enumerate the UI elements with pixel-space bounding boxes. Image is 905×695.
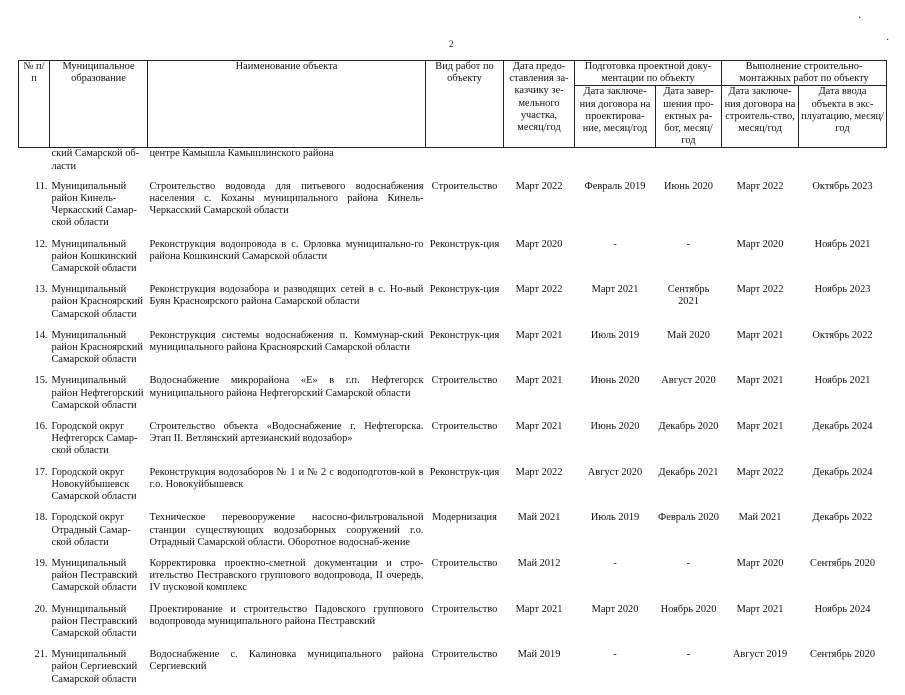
row-object: Водоснабжение с. Калиновка муниципального района Сергиевский <box>149 649 424 673</box>
scan-speck: · <box>858 13 862 24</box>
row-design-done-date: Август 2020 <box>661 375 716 387</box>
row-num: 21. <box>34 649 48 661</box>
row-design-done-date: Май 2020 <box>667 329 710 341</box>
row-land-date: Март 2021 <box>515 329 563 341</box>
row-work-type: Строительство <box>431 375 498 387</box>
row-work-type: Реконструк-ция <box>429 466 500 478</box>
header-design-group: Подготовка проектной доку-ментации по объекту <box>575 61 722 86</box>
row-design-contract-date: Август 2020 <box>587 466 643 478</box>
row-work-type: Реконструк-ция <box>429 284 500 296</box>
row-commissioning-date: Декабрь 2022 <box>812 512 873 524</box>
row-land-date: Март 2021 <box>515 375 563 387</box>
table-row <box>19 467 887 513</box>
header-municipality: Муниципальное образование <box>50 61 148 148</box>
row-object: Реконструкция водозаборов № 1 и № 2 с водоподготов-кой в г.о. Новокуйбышевск <box>149 466 424 490</box>
row-commissioning-date: Сентябрь 2020 <box>810 649 876 661</box>
row-design-contract-date: Февраль 2019 <box>584 180 646 192</box>
header-work-type: Вид работ по объекту <box>426 61 504 148</box>
row-object: Строительство объекта «Водоснабжение г. Нефтегорска. Этап II. Ветлянский артезианский водозабор» <box>149 421 424 445</box>
row-construction-contract-date: Август 2019 <box>732 649 788 661</box>
header-object-name: Наименование объекта <box>148 61 426 148</box>
row-work-type: Строительство <box>431 603 498 615</box>
row-design-done-date: Сентябрь 2021 <box>667 284 710 308</box>
header-construction-contract: Дата заключе-ния договора на строитель-ство, месяц/год <box>722 86 799 148</box>
row-design-contract-date: - <box>613 557 617 569</box>
row-design-done-date: - <box>686 238 691 250</box>
row-municipality: Муниципальный район Нефтегорский Самарской области <box>51 375 144 411</box>
row-num: 11. <box>34 180 48 192</box>
objects-table <box>18 60 887 695</box>
row-construction-contract-date: Март 2020 <box>736 557 784 569</box>
row-object: Реконструкция водозабора и разводящих сетей в с. Но-вый Буян Красноярского района Самарской области <box>149 284 424 308</box>
row-work-type: Реконструк-ция <box>429 329 500 341</box>
header-design-done: Дата завер-шения про-ектных ра-бот, месяц/год <box>656 86 722 148</box>
table-row <box>19 649 887 695</box>
row-design-contract-date: Июль 2019 <box>590 329 640 341</box>
row-object: Корректировка проектно-сметной документации и стро-ительство Пестравского группового водопровода, II очередь, IV пусковой комплекс <box>149 557 424 594</box>
table-row <box>19 284 887 330</box>
row-commissioning-date: Октябрь 2022 <box>812 329 873 341</box>
row-commissioning-date: Декабрь 2024 <box>812 466 873 478</box>
row-design-contract-date: Июнь 2020 <box>590 421 640 433</box>
row-land-date: Май 2012 <box>517 557 561 569</box>
row-municipality: Муниципальный район Кошкинский Самарской области <box>51 238 137 275</box>
table-row <box>19 421 887 467</box>
table-body <box>19 148 887 695</box>
row-work-type: Строительство <box>431 180 498 192</box>
row-design-done-date: - <box>686 649 691 661</box>
row-construction-contract-date: Март 2021 <box>736 421 784 433</box>
row-design-contract-date: Март 2020 <box>591 603 639 615</box>
row-municipality: Городской округ Новокуйбышевск Самарской области <box>51 466 137 503</box>
row-object: Строительство водовода для питьевого водоснабжения населения с. Коханы муниципального района Кинель-Черкасский Самарской области <box>149 180 424 217</box>
row-commissioning-date: Ноябрь 2021 <box>814 375 871 387</box>
row-municipality: Муниципальный район Кинель-Черкасский Самар-ской области <box>51 180 137 229</box>
row-work-type: Модернизация <box>432 512 497 524</box>
row-num <box>19 148 50 181</box>
row-land-date: Март 2021 <box>515 421 563 433</box>
row-design-contract-date: Март 2021 <box>591 284 639 296</box>
row-design-contract-date: Июль 2019 <box>590 512 640 524</box>
row-design-contract-date: - <box>613 649 617 661</box>
row-municipality: Городской округ Нефтегорск Самар-ской области <box>51 421 138 457</box>
row-object: Техническое перевооружение насосно-фильтровальной станции существующих водозаборных сооружений г.о. Отрадный Самарской области. Оборотное водоснаб-жение <box>149 512 424 548</box>
row-work-type: Строительство <box>431 649 498 661</box>
row-construction-contract-date: Март 2022 <box>736 466 784 478</box>
row-municipality: Городской округ Отрадный Самар-ской области <box>51 512 131 548</box>
row-work-type: Реконструк-ция <box>429 238 500 250</box>
row-commissioning-date: Сентябрь 2020 <box>810 557 876 569</box>
row-land-date: Май 2021 <box>517 512 561 524</box>
row-design-done-date: Февраль 2020 <box>658 512 719 524</box>
row-num: 15. <box>34 375 48 387</box>
row-design-done-date: - <box>686 557 691 569</box>
row-commissioning-date: Декабрь 2024 <box>812 421 873 433</box>
row-num: 19. <box>34 557 48 569</box>
header-design-contract: Дата заключе-ния договора на проектирова-ние, месяц/год <box>575 86 656 148</box>
row-municipality: Муниципальный район Сергиевский Самарской области <box>51 649 138 685</box>
row-municipality: Муниципальный район Пестравский Самарской области <box>51 557 138 594</box>
table-row-continuation <box>19 148 887 181</box>
row-num: 12. <box>34 238 48 250</box>
row-construction-contract-date: Май 2021 <box>738 512 782 524</box>
header-land-date: Дата предо-ставления за-казчику зе-мельного участка, месяц/год <box>504 61 575 148</box>
row-object: центре Камышла Камышлинского района <box>149 148 334 160</box>
row-design-done-date: Ноябрь 2020 <box>660 603 717 615</box>
header-commissioning: Дата ввода объекта в экс-плуатацию, месяц/год <box>799 86 887 148</box>
row-num: 17. <box>34 466 48 478</box>
header-construction-group: Выполнение строительно-монтажных работ по объекту <box>722 61 887 86</box>
row-design-done-date: Декабрь 2021 <box>658 466 719 478</box>
row-land-date: Март 2021 <box>515 603 563 615</box>
row-land-date: Март 2022 <box>515 466 563 478</box>
row-object: Реконструкция водопровода в с. Орловка муниципально-го района Кошкинский Самарской области <box>149 238 424 262</box>
row-municipality: ский Самарской об-ласти <box>51 148 140 172</box>
row-num: 20. <box>34 603 48 615</box>
header-num: № п/п <box>19 61 50 148</box>
row-construction-contract-date: Март 2022 <box>736 180 784 192</box>
page-number: 2 <box>449 39 454 49</box>
table-row <box>19 239 887 285</box>
row-commissioning-date: Ноябрь 2023 <box>814 284 871 296</box>
row-construction-contract-date: Март 2022 <box>736 284 784 296</box>
table-row <box>19 181 887 239</box>
table-row <box>19 604 887 650</box>
row-construction-contract-date: Март 2021 <box>736 329 784 341</box>
row-design-contract-date: - <box>613 238 617 250</box>
row-construction-contract-date: Март 2021 <box>736 603 784 615</box>
table-row <box>19 558 887 604</box>
row-land-date: Март 2022 <box>515 284 563 296</box>
row-land-date: Май 2019 <box>517 649 561 661</box>
row-design-contract-date: Июнь 2020 <box>590 375 640 387</box>
row-land-date: Март 2020 <box>515 238 563 250</box>
row-num: 13. <box>34 284 48 296</box>
row-num: 18. <box>34 512 48 524</box>
row-design-done-date: Июнь 2020 <box>664 180 713 192</box>
row-object: Реконструкция системы водоснабжения п. Коммунар-ский муниципального района Красноярский Самарской области <box>149 329 424 354</box>
row-object: Проектирование и строительство Падовского группового водопровода муниципального района Пестравский <box>149 603 424 627</box>
row-object: Водоснабжение микрорайона «Е» в г.п. Нефтегорск муниципального района Нефтегорский Самарской области <box>149 375 424 399</box>
row-work-type: Строительство <box>431 421 498 433</box>
scan-speck: · <box>886 35 890 46</box>
row-municipality: Муниципальный район Красноярский Самарской области <box>51 329 143 366</box>
row-commissioning-date: Октябрь 2023 <box>812 180 873 192</box>
row-municipality: Муниципальный район Пестравский Самарской области <box>51 603 138 639</box>
row-design-done-date: Декабрь 2020 <box>658 421 719 433</box>
row-num: 16. <box>34 421 48 433</box>
row-num: 14. <box>34 329 48 341</box>
row-commissioning-date: Ноябрь 2021 <box>814 238 871 250</box>
table-row <box>19 375 887 421</box>
table-row <box>19 330 887 376</box>
row-work-type: Строительство <box>431 557 498 569</box>
table-row <box>19 512 887 558</box>
row-construction-contract-date: Март 2021 <box>736 375 784 387</box>
row-commissioning-date: Ноябрь 2024 <box>814 603 871 615</box>
row-construction-contract-date: Март 2020 <box>736 238 784 250</box>
row-land-date: Март 2022 <box>515 180 563 192</box>
row-municipality: Муниципальный район Красноярский Самарской области <box>51 284 143 320</box>
